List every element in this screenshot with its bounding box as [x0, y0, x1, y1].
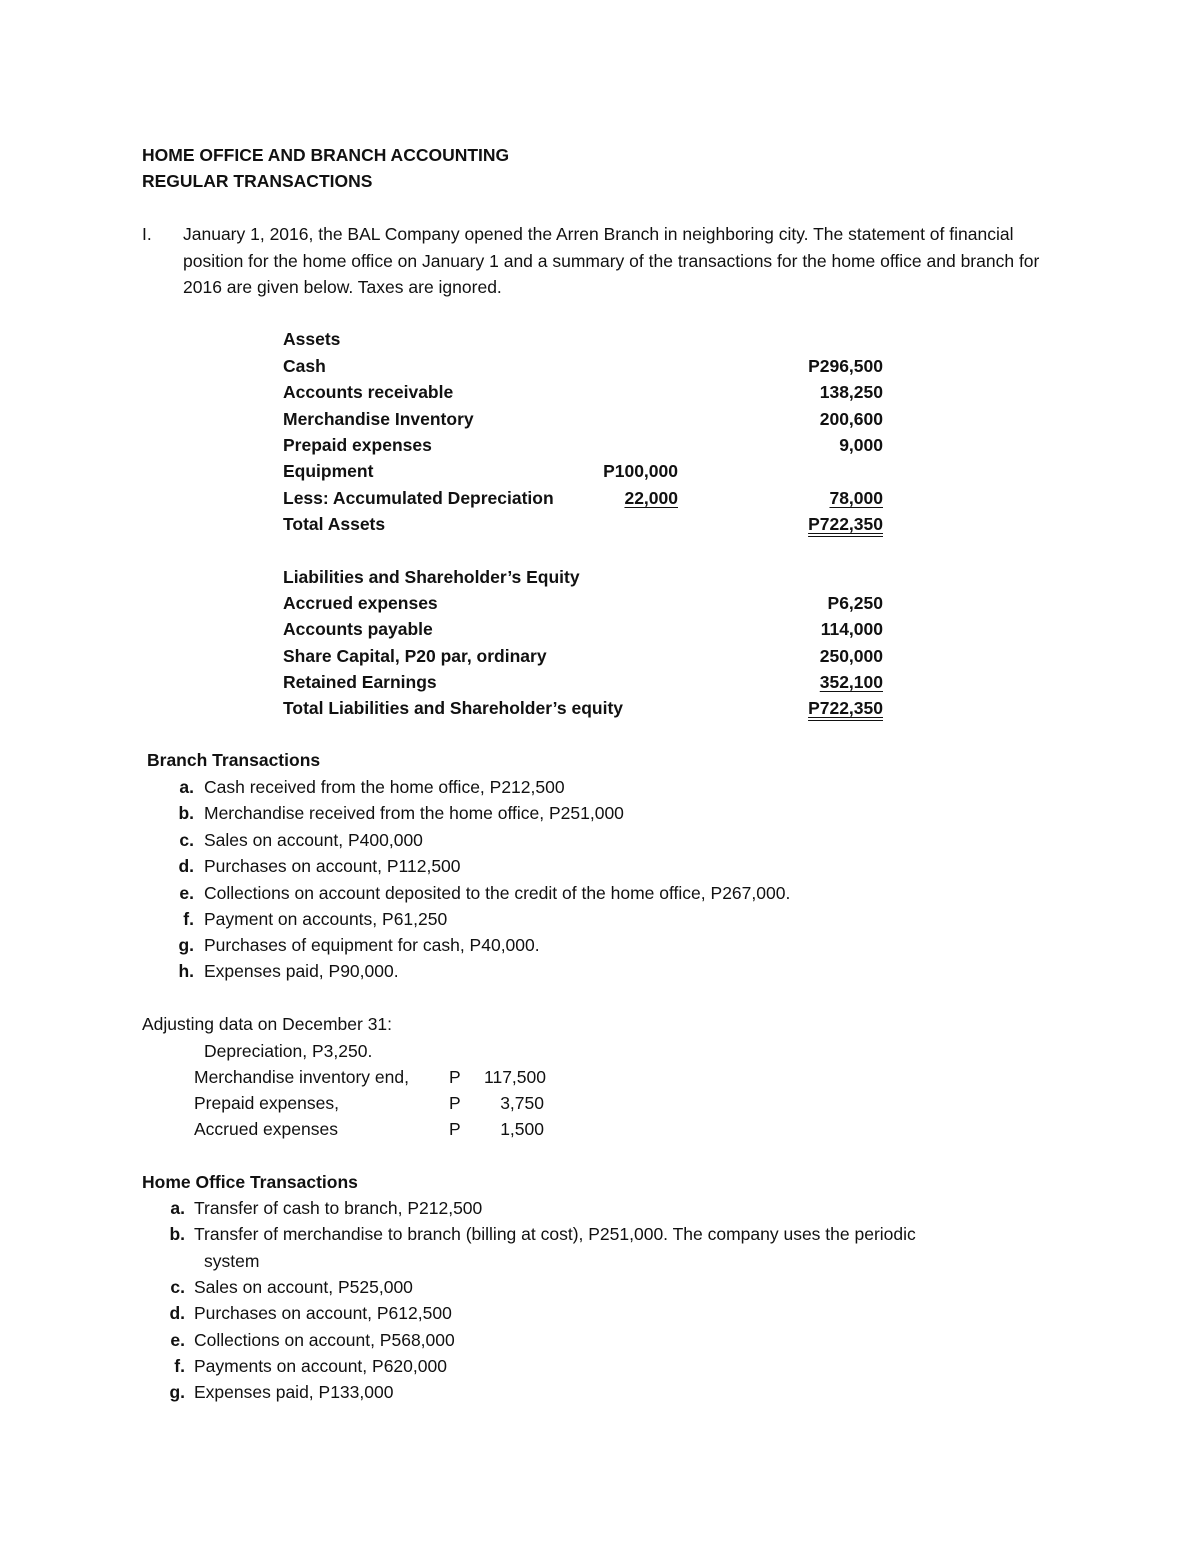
branch-item-letter: e.	[179, 883, 194, 903]
accrued-label: Accrued expenses	[283, 593, 438, 613]
branch-item-text: Expenses paid, P90,000.	[204, 961, 399, 981]
home-item-letter: c.	[170, 1277, 185, 1297]
branch-item-text: Merchandise received from the home office, P251,000	[204, 803, 624, 823]
adjusting-inventory-amount: 117,500	[484, 1067, 546, 1087]
home-item-letter: f.	[174, 1356, 185, 1376]
home-item-letter: a.	[170, 1198, 185, 1218]
share-capital-label: Share Capital, P20 par, ordinary	[283, 646, 547, 666]
branch-item-letter: f.	[183, 909, 194, 929]
inventory-label: Merchandise Inventory	[283, 409, 474, 429]
problem-number: I.	[142, 224, 152, 244]
branch-item-letter: a.	[179, 777, 194, 797]
branch-item-letter: g.	[178, 935, 194, 955]
adjusting-inventory-label: Merchandise inventory end,	[194, 1067, 409, 1087]
branch-item-letter: d.	[178, 856, 194, 876]
branch-heading: Branch Transactions	[147, 750, 321, 770]
adjusting-accrued-label: Accrued expenses	[194, 1119, 338, 1139]
retained-label: Retained Earnings	[283, 672, 437, 692]
branch-item-text: Cash received from the home office, P212,500	[204, 777, 565, 797]
document-subtitle: REGULAR TRANSACTIONS	[142, 171, 373, 191]
adjusting-inventory-currency: P	[449, 1067, 461, 1087]
total-liab-label: Total Liabilities and Shareholder’s equity	[283, 698, 624, 718]
total-assets-amount: P722,350	[808, 514, 883, 534]
liabilities-heading: Liabilities and Shareholder’s Equity	[283, 567, 580, 587]
cash-amount: P296,500	[808, 356, 883, 376]
home-item-letter: b.	[169, 1224, 185, 1244]
ap-amount: 114,000	[820, 619, 883, 639]
home-item-letter: d.	[169, 1303, 185, 1323]
adjusting-prepaid-amount: 3,750	[500, 1093, 544, 1113]
retained-amount: 352,100	[819, 672, 883, 692]
inventory-amount: 200,600	[819, 409, 883, 429]
home-item-text-continued: system	[204, 1251, 260, 1271]
acc-dep-net-amount: 78,000	[829, 488, 883, 508]
total-assets-label: Total Assets	[283, 514, 386, 534]
home-item-text: Purchases on account, P612,500	[194, 1303, 452, 1323]
problem-text: January 1, 2016, the BAL Company opened the Arren Branch in neighboring city. The statement of financial position for the home office on January 1 and a summary of the transactions for the home office and branch for 2016 are given below. Taxes are ignored.	[183, 224, 1040, 297]
branch-item-text: Payment on accounts, P61,250	[204, 909, 448, 929]
home-office-heading: Home Office Transactions	[142, 1172, 358, 1192]
total-liab-amount: P722,350	[808, 698, 883, 718]
home-item-text: Payments on account, P620,000	[194, 1356, 447, 1376]
home-item-text: Transfer of merchandise to branch (billing at cost), P251,000. The company uses the periodic	[194, 1224, 916, 1244]
adjusting-heading: Adjusting data on December 31:	[142, 1014, 393, 1034]
prepaid-label: Prepaid expenses	[283, 435, 432, 455]
assets-heading: Assets	[283, 329, 341, 349]
home-item-text: Expenses paid, P133,000	[194, 1382, 394, 1402]
adjusting-depreciation: Depreciation, P3,250.	[204, 1041, 373, 1061]
branch-item-text: Sales on account, P400,000	[204, 830, 423, 850]
adjusting-accrued-currency: P	[449, 1119, 461, 1139]
adjusting-accrued-amount: 1,500	[500, 1119, 544, 1139]
adjusting-prepaid-label: Prepaid expenses,	[194, 1093, 339, 1113]
accrued-amount: P6,250	[827, 593, 883, 613]
branch-item-text: Collections on account deposited to the credit of the home office, P267,000.	[204, 883, 791, 903]
cash-label: Cash	[283, 356, 326, 376]
prepaid-amount: 9,000	[839, 435, 883, 455]
ap-label: Accounts payable	[283, 619, 433, 639]
home-item-letter: g.	[169, 1382, 185, 1402]
equipment-label: Equipment	[283, 461, 374, 481]
branch-item-letter: b.	[178, 803, 194, 823]
acc-dep-sub-amount: 22,000	[624, 488, 678, 508]
home-item-text: Collections on account, P568,000	[194, 1330, 455, 1350]
branch-item-letter: c.	[179, 830, 194, 850]
adjusting-prepaid-currency: P	[449, 1093, 461, 1113]
ar-amount: 138,250	[819, 382, 883, 402]
branch-item-text: Purchases on account, P112,500	[204, 856, 461, 876]
home-item-text: Transfer of cash to branch, P212,500	[194, 1198, 483, 1218]
acc-dep-label: Less: Accumulated Depreciation	[283, 488, 554, 508]
equipment-amount: P100,000	[603, 461, 678, 481]
share-capital-amount: 250,000	[819, 646, 883, 666]
document-title: HOME OFFICE AND BRANCH ACCOUNTING	[142, 145, 510, 165]
home-item-text: Sales on account, P525,000	[194, 1277, 413, 1297]
ar-label: Accounts receivable	[283, 382, 454, 402]
branch-item-text: Purchases of equipment for cash, P40,000.	[204, 935, 540, 955]
branch-item-letter: h.	[178, 961, 194, 981]
home-item-letter: e.	[170, 1330, 185, 1350]
